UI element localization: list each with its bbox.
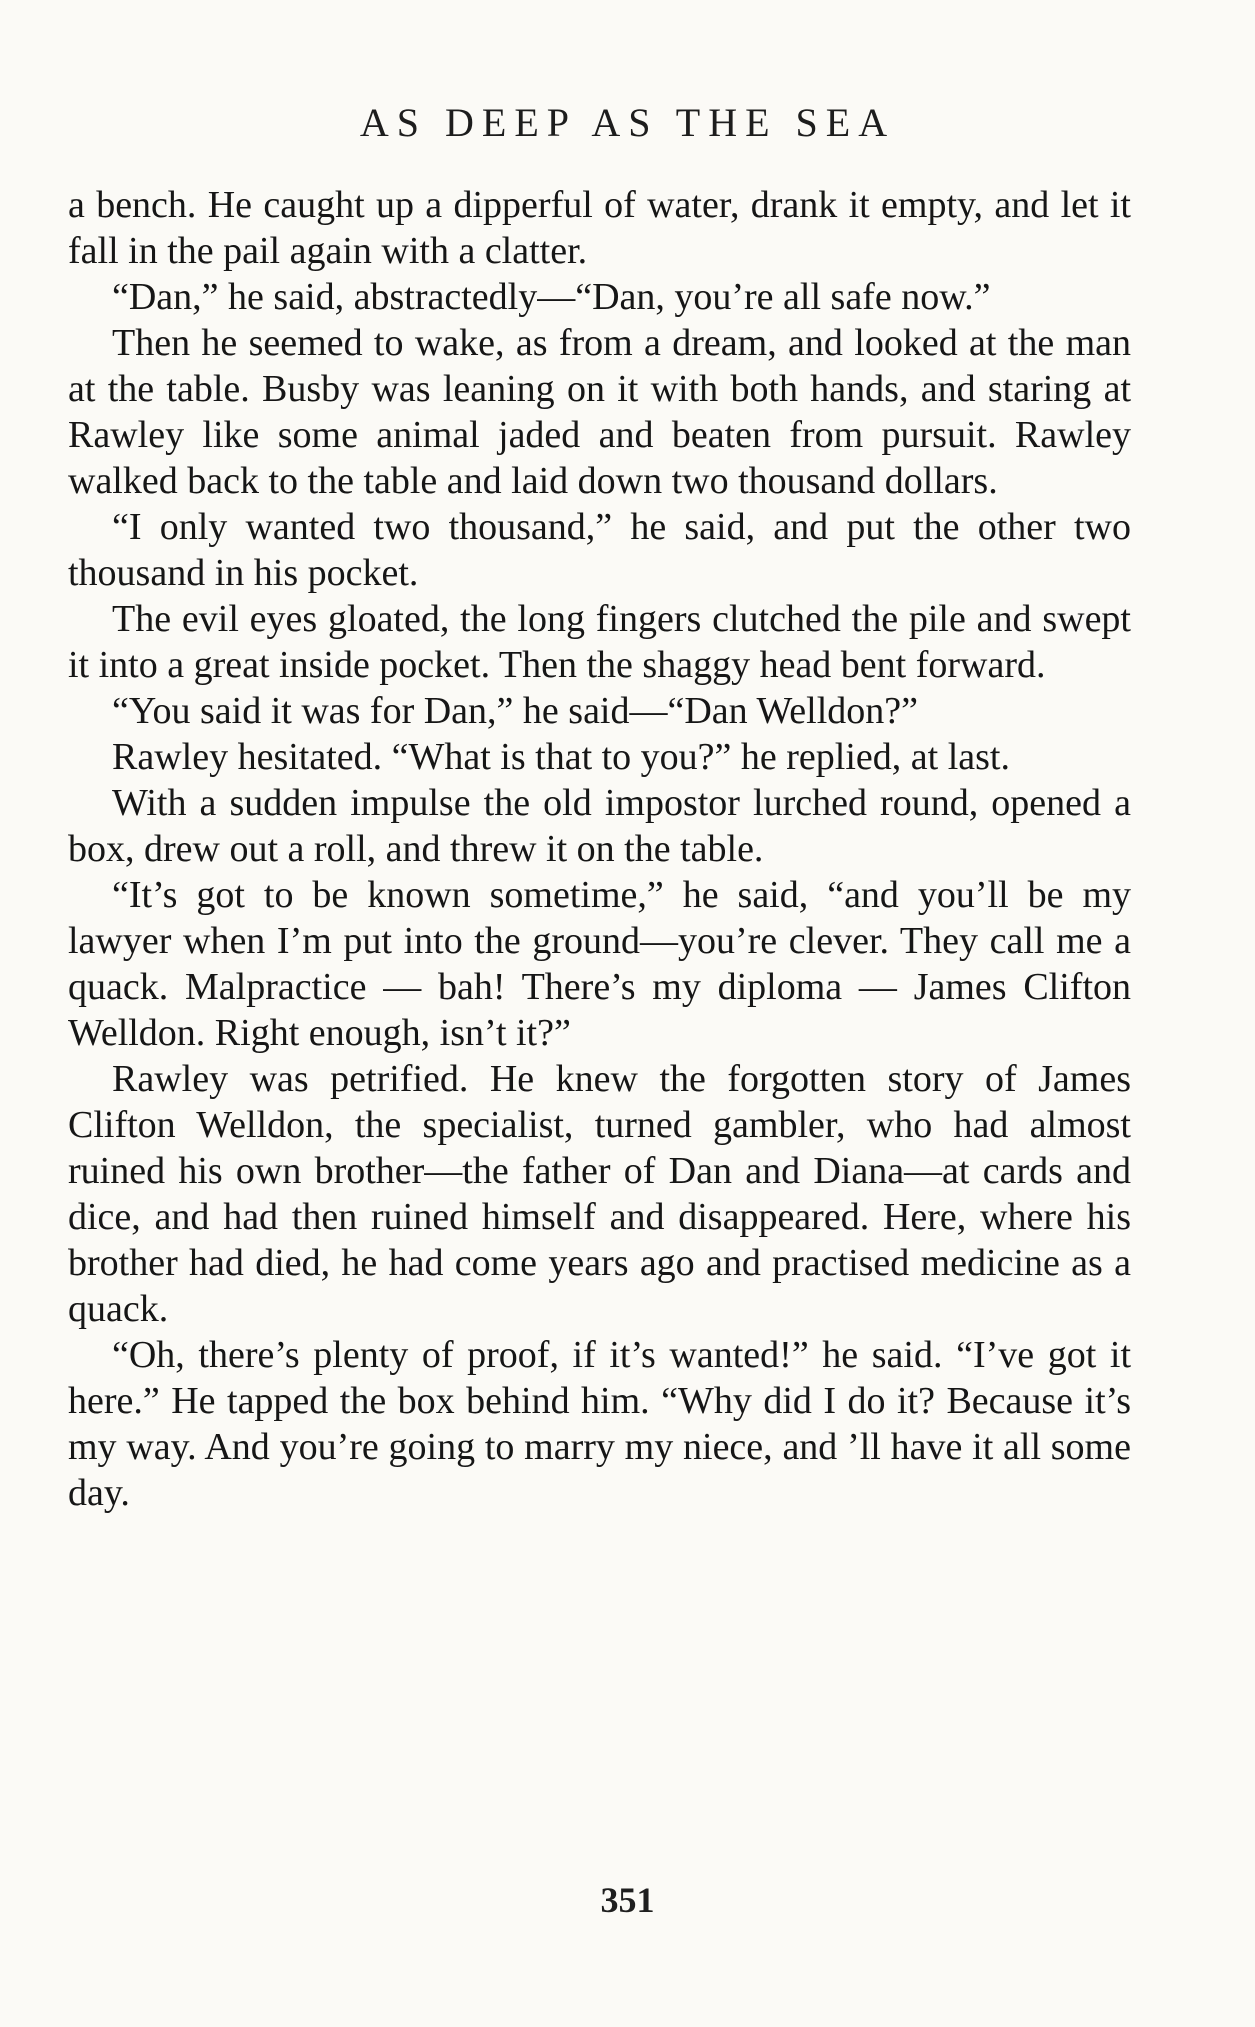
paragraph: “Dan,” he said, abstractedly—“Dan, you’re all safe now.” bbox=[112, 276, 991, 318]
paragraph: With a sudden impulse the old impostor lurched round, opened a box, drew out a roll, and threw it on the table. bbox=[68, 782, 1131, 870]
paragraph: “You said it was for Dan,” he said—“Dan Welldon?” bbox=[112, 690, 919, 732]
paragraph: The evil eyes gloated, the long fingers clutched the pile and swept it into a great inside pocket. Then the shaggy head bent forward. bbox=[68, 598, 1131, 686]
paragraph: “It’s got to be known sometime,” he said, “and you’ll be my lawyer when I’m put into the ground—you’re clever. They call me a quack. Malpractice — bah! There’s my diploma — James Clifton Welldon. Right enough, isn’t it?” bbox=[68, 874, 1131, 1054]
paragraph: a bench. He caught up a dipperful of water, drank it empty, and let it fall in the pail again with a clatter. bbox=[68, 184, 1131, 272]
paragraph: Rawley hesitated. “What is that to you?” he replied, at last. bbox=[112, 736, 1010, 778]
page-number: 351 bbox=[600, 1880, 655, 1920]
paragraph: “Oh, there’s plenty of proof, if it’s wanted!” he said. “I’ve got it here.” He tapped the box behind him. “Why did I do it? Because it’s my way. And you’re going to marry my niece, and ’ll have it all some day. bbox=[68, 1334, 1131, 1514]
body-text bbox=[68, 182, 1131, 1516]
running-head-title: AS DEEP AS THE SEA bbox=[359, 100, 896, 145]
paragraph: “I only wanted two thousand,” he said, and put the other two thousand in his pocket. bbox=[68, 506, 1131, 594]
paragraph: Rawley was petrified. He knew the forgotten story of James Clifton Welldon, the specialist, turned gambler, who had almost ruined his own brother—the father of Dan and Diana—at cards and dice, and had then ruined himself and disappeared. Here, where his brother had died, he had come years ago and practised medicine as a quack. bbox=[68, 1058, 1131, 1330]
paragraph: Then he seemed to wake, as from a dream, and looked at the man at the table. Busby was leaning on it with both hands, and staring at Rawley like some animal jaded and beaten from pursuit. Rawley walked back to the table and laid down two thousand dollars. bbox=[68, 322, 1131, 502]
